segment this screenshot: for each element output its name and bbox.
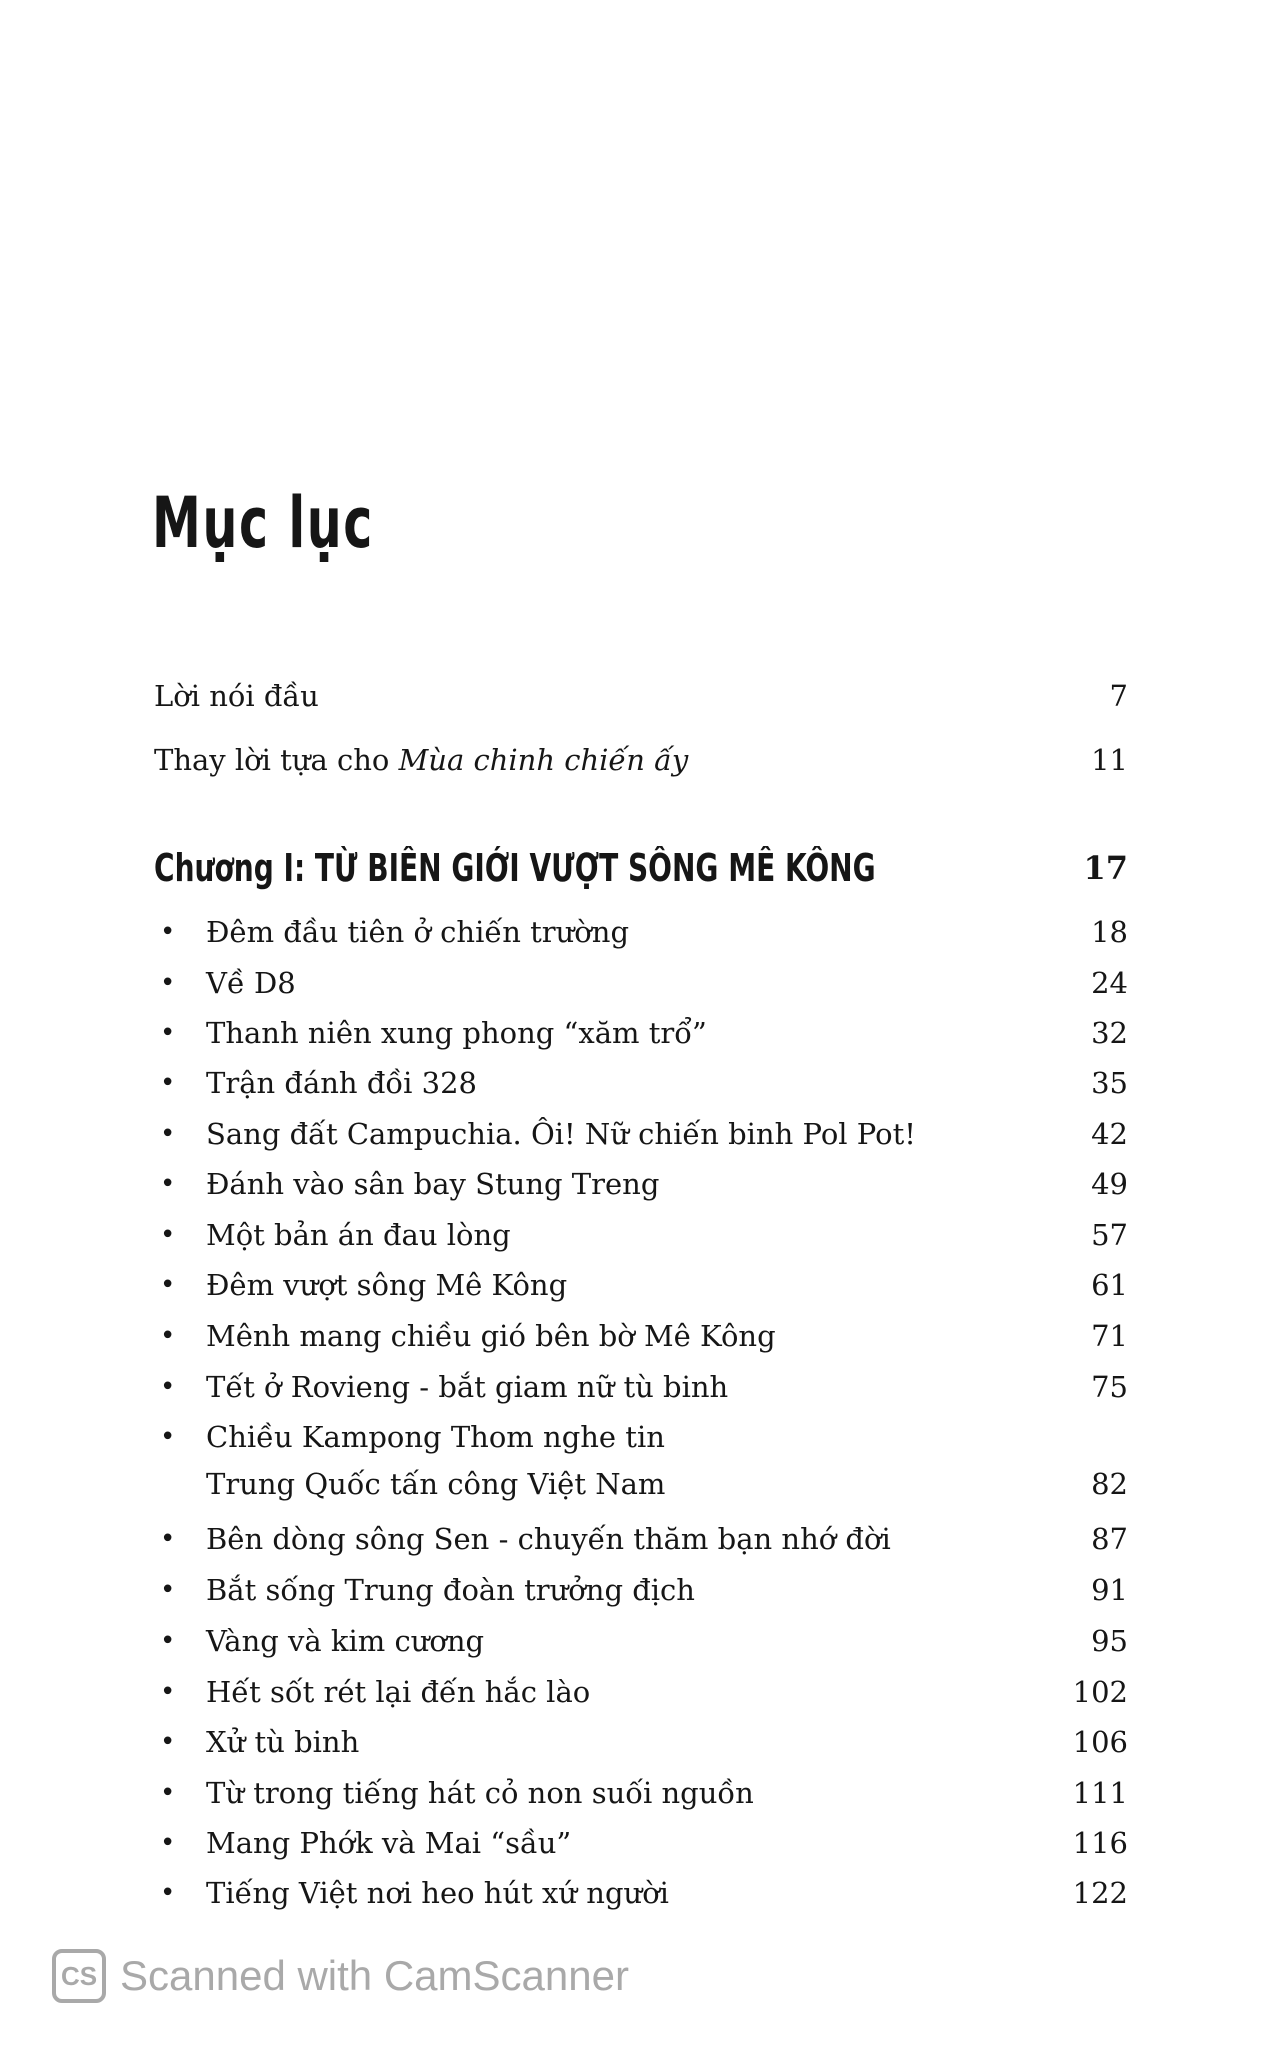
toc-entry[interactable] bbox=[0, 1716, 1280, 1768]
toc-entry-label: Trận đánh đồi 328 bbox=[206, 1066, 477, 1100]
toc-entry[interactable] bbox=[0, 1259, 1280, 1311]
toc-entry[interactable] bbox=[0, 1411, 1280, 1501]
toc-entry-label: Bên dòng sông Sen - chuyến thăm bạn nhớ đời bbox=[206, 1522, 891, 1556]
toc-page-number: 42 bbox=[1091, 1117, 1128, 1151]
toc-page-number: 57 bbox=[1091, 1218, 1128, 1252]
toc-entry[interactable] bbox=[0, 1007, 1280, 1059]
bullet-icon: • bbox=[160, 1018, 176, 1048]
page-title: Mục lục bbox=[152, 482, 374, 564]
toc-entry[interactable] bbox=[0, 1666, 1280, 1718]
toc-page-number: 24 bbox=[1091, 966, 1128, 1000]
toc-page-number: 95 bbox=[1091, 1624, 1128, 1658]
toc-entry-label: Xử tù binh bbox=[206, 1725, 360, 1759]
toc-page-number: 18 bbox=[1091, 915, 1128, 949]
toc-item-label bbox=[154, 734, 688, 786]
toc-entry[interactable] bbox=[0, 1867, 1280, 1919]
toc-entry-label: Đêm đầu tiên ở chiến trường bbox=[206, 915, 630, 949]
bullet-icon: • bbox=[160, 1677, 176, 1707]
camscanner-watermark bbox=[52, 1944, 629, 2008]
bullet-icon: • bbox=[160, 1270, 176, 1300]
toc-front-item[interactable] bbox=[0, 734, 1280, 786]
toc-entry-label: Về D8 bbox=[206, 966, 296, 1000]
toc-label-prefix: Thay lời tựa cho bbox=[154, 743, 399, 777]
toc-entry[interactable] bbox=[0, 1209, 1280, 1261]
toc-entry[interactable] bbox=[0, 1057, 1280, 1109]
toc-entry-label: Một bản án đau lòng bbox=[206, 1218, 511, 1252]
toc-entry-label: Chiều Kampong Thom nghe tin bbox=[206, 1420, 665, 1454]
bullet-icon: • bbox=[160, 968, 176, 998]
toc-page-number: 122 bbox=[1072, 1876, 1128, 1910]
toc-entry[interactable] bbox=[0, 1767, 1280, 1819]
chapter-title: Chương I: TỪ BIÊN GIỚI VƯỢT SÔNG MÊ KÔNG bbox=[154, 846, 876, 890]
bullet-icon: • bbox=[160, 1220, 176, 1250]
toc-entry[interactable] bbox=[0, 1564, 1280, 1616]
camscanner-logo-icon: CS bbox=[52, 1949, 106, 2003]
bullet-icon: • bbox=[160, 1169, 176, 1199]
toc-entry[interactable] bbox=[0, 1817, 1280, 1869]
toc-entry[interactable] bbox=[0, 1513, 1280, 1565]
toc-page-number: 32 bbox=[1091, 1016, 1128, 1050]
toc-entry[interactable] bbox=[0, 1310, 1280, 1362]
bullet-icon: • bbox=[160, 1422, 176, 1452]
toc-page-number: 11 bbox=[1091, 743, 1128, 777]
toc-entry-label-line2: Trung Quốc tấn công Việt Nam bbox=[206, 1467, 666, 1501]
toc-entry-label: Đêm vượt sông Mê Kông bbox=[206, 1268, 568, 1302]
toc-page-number: 116 bbox=[1072, 1826, 1128, 1860]
watermark-text: Scanned with CamScanner bbox=[120, 1952, 629, 1999]
toc-entry-label: Thanh niên xung phong “xăm trổ” bbox=[206, 1016, 707, 1050]
toc-entry[interactable] bbox=[0, 957, 1280, 1009]
toc-entry-label: Mang Phớk và Mai “sầu” bbox=[206, 1826, 572, 1860]
toc-front-item[interactable] bbox=[0, 670, 1280, 722]
toc-entry-label: Tiếng Việt nơi heo hút xứ người bbox=[206, 1876, 669, 1910]
toc-entry-label: Hết sốt rét lại đến hắc lào bbox=[206, 1675, 591, 1709]
toc-page-number: 35 bbox=[1091, 1066, 1128, 1100]
bullet-icon: • bbox=[160, 1321, 176, 1351]
toc-page-number: 102 bbox=[1072, 1675, 1128, 1709]
bullet-icon: • bbox=[160, 1372, 176, 1402]
toc-page-number: 71 bbox=[1091, 1319, 1128, 1353]
toc-entry-label: Tết ở Rovieng - bắt giam nữ tù binh bbox=[206, 1370, 729, 1404]
bullet-icon: • bbox=[160, 1828, 176, 1858]
toc-page-number: 106 bbox=[1072, 1725, 1128, 1759]
toc-page-number: 61 bbox=[1091, 1268, 1128, 1302]
bullet-icon: • bbox=[160, 1524, 176, 1554]
toc-chapter-heading[interactable] bbox=[0, 842, 1280, 894]
bullet-icon: • bbox=[160, 1878, 176, 1908]
toc-entry-label: Bắt sống Trung đoàn trưởng địch bbox=[206, 1573, 695, 1607]
toc-page-number: 49 bbox=[1091, 1167, 1128, 1201]
toc-entry-label: Mênh mang chiều gió bên bờ Mê Kông bbox=[206, 1319, 776, 1353]
toc-entry[interactable] bbox=[0, 1615, 1280, 1667]
toc-page-number: 75 bbox=[1091, 1370, 1128, 1404]
toc-entry-label: Từ trong tiếng hát cỏ non suối nguồn bbox=[206, 1776, 754, 1810]
toc-entry[interactable] bbox=[0, 906, 1280, 958]
toc-entry-label: Vàng và kim cương bbox=[206, 1624, 485, 1658]
bullet-icon: • bbox=[160, 1727, 176, 1757]
bullet-icon: • bbox=[160, 1778, 176, 1808]
toc-page-number: 91 bbox=[1091, 1573, 1128, 1607]
toc-item-label: Lời nói đầu bbox=[154, 679, 319, 713]
toc-page-number: 82 bbox=[1091, 1467, 1128, 1501]
toc-page-number: 111 bbox=[1072, 1776, 1128, 1810]
bullet-icon: • bbox=[160, 917, 176, 947]
toc-entry-label: Sang đất Campuchia. Ôi! Nữ chiến binh Pol Pot! bbox=[206, 1117, 916, 1151]
toc-entry-label: Đánh vào sân bay Stung Treng bbox=[206, 1167, 660, 1201]
toc-page-number: 17 bbox=[1083, 849, 1128, 887]
bullet-icon: • bbox=[160, 1626, 176, 1656]
bullet-icon: • bbox=[160, 1575, 176, 1605]
bullet-icon: • bbox=[160, 1068, 176, 1098]
bullet-icon: • bbox=[160, 1119, 176, 1149]
toc-entry[interactable] bbox=[0, 1361, 1280, 1413]
book-title-italic: Mùa chinh chiến ấy bbox=[398, 743, 689, 777]
toc-entry[interactable] bbox=[0, 1158, 1280, 1210]
toc-page-number: 87 bbox=[1091, 1522, 1128, 1556]
toc-page-number: 7 bbox=[1109, 679, 1128, 713]
toc-entry[interactable] bbox=[0, 1108, 1280, 1160]
